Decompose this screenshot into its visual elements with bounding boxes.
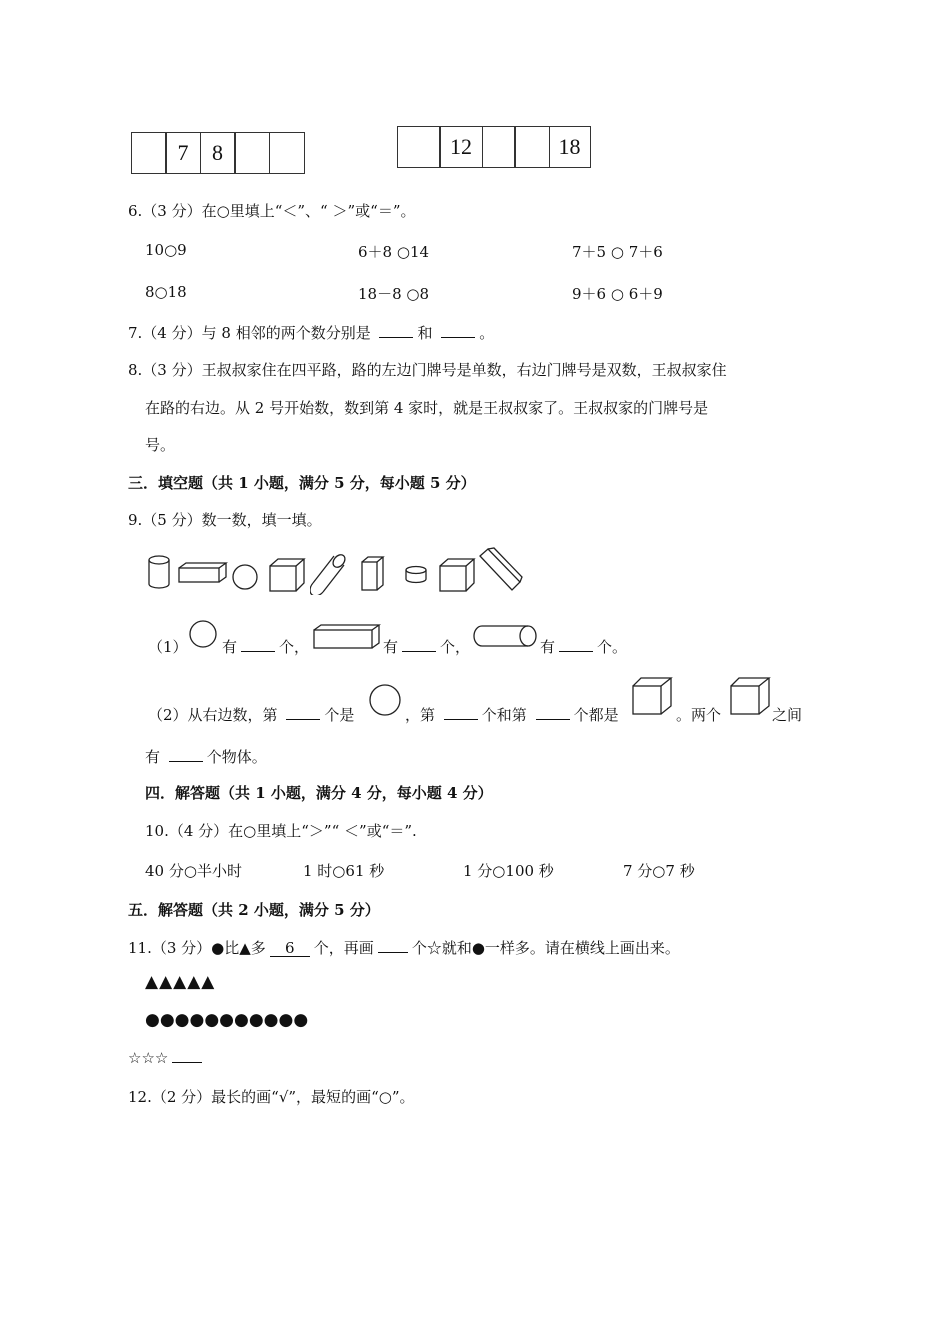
q7-mid: 和 (417, 324, 438, 342)
sphere-icon (188, 619, 218, 649)
text: ，第 (405, 706, 440, 724)
q9-sub2-part (148, 704, 354, 725)
q10-item: 40 分○半小时 (145, 862, 242, 880)
sphere-icon (368, 683, 402, 717)
box-cell (514, 126, 550, 168)
answer-filled: 6 (270, 940, 310, 957)
q6-item: 18－8 ○8 (358, 285, 430, 303)
answer-blank[interactable] (441, 323, 475, 338)
q9-stem: 9.（5 分）数一数，填一填。 (128, 511, 322, 529)
answer-blank[interactable] (444, 705, 478, 720)
q12-stem: 12.（2 分）最长的画“√”，最短的画“○”。 (128, 1088, 415, 1106)
text: 11.（3 分）●比▲多 (128, 939, 266, 957)
text: （2）从右边数，第 (148, 706, 283, 724)
have-text: 有 (383, 638, 399, 656)
q9-sub1-part (222, 636, 309, 657)
q9-sub1-part (540, 636, 627, 657)
sphere-icon (231, 563, 259, 591)
box-cell (482, 126, 516, 168)
q6-item: 9＋6 ○ 6＋9 (572, 285, 663, 303)
q10-item: 7 分○7 秒 (623, 862, 695, 880)
number-boxes-left (132, 132, 305, 174)
cube-icon (631, 676, 673, 716)
q9-sub2-p6: 。两个 (676, 706, 722, 724)
cube-icon (268, 557, 306, 593)
number-boxes-right (398, 126, 591, 168)
q7 (128, 322, 494, 343)
box-cell: 18 (549, 126, 591, 168)
box-cell (269, 132, 305, 174)
q8-line3: 号。 (145, 436, 176, 454)
unit-end-text: 个。 (597, 638, 628, 656)
have-text: 有 (222, 638, 238, 656)
section-heading: 四．解答题（共 1 小题，满分 4 分，每小题 4 分） (145, 784, 493, 802)
q9-sub2-part (405, 704, 619, 725)
answer-blank[interactable] (559, 637, 593, 652)
cuboid-icon (360, 556, 386, 592)
box-cell (234, 132, 270, 174)
box-cell: 7 (165, 132, 201, 174)
text: 个物体。 (206, 748, 267, 766)
q9-sub2-line2 (145, 746, 267, 767)
q10-item: 1 分○100 秒 (463, 862, 554, 880)
q6-item: 6＋8 ○14 (358, 243, 430, 261)
triangles-row: ▲▲▲▲▲ (145, 972, 216, 992)
section-heading: 五．解答题（共 2 小题，满分 5 分） (128, 901, 380, 919)
text: 有 (145, 748, 165, 766)
text: 个是 (324, 706, 355, 724)
q6-item: 7＋5 ○ 7＋6 (572, 243, 663, 261)
circles-row: ●●●●●●●●●●● (145, 1010, 309, 1030)
box-cell (131, 132, 167, 174)
q9-sub1-label: （1） (148, 638, 188, 656)
q9-sub2-p7: 之间 (772, 706, 803, 724)
box-cell: 12 (439, 126, 483, 168)
q9-sub1-part (383, 636, 470, 657)
cylinder-icon (403, 565, 429, 585)
q11-stem (128, 937, 680, 958)
q10-item: 1 时○61 秒 (303, 862, 385, 880)
unit-text: 个， (279, 638, 310, 656)
answer-blank[interactable] (241, 637, 275, 652)
unit-text: 个， (440, 638, 471, 656)
cylinder-icon (472, 624, 538, 648)
cuboid-icon (178, 562, 228, 584)
text: 个和第 (481, 706, 532, 724)
text: 个，再画 (313, 939, 374, 957)
answer-blank[interactable] (378, 938, 408, 953)
cube-icon (729, 676, 771, 716)
text: 个☆就和●一样多。请在横线上画出来。 (411, 939, 680, 957)
q10-stem: 10.（4 分）在○里填上“＞”“ ＜”或“＝”. (145, 822, 417, 840)
stars-row (128, 1048, 206, 1067)
answer-blank[interactable] (286, 705, 320, 720)
answer-blank[interactable] (172, 1048, 202, 1063)
box-cell (397, 126, 441, 168)
q8-line2: 在路的右边。从 2 号开始数，数到第 4 家时，就是王叔叔家了。王叔叔家的门牌号是 (145, 399, 709, 417)
box-cell: 8 (200, 132, 236, 174)
cube-icon (438, 557, 476, 593)
q6-item: 8○18 (145, 283, 187, 301)
cylinder-icon (146, 554, 172, 590)
q7-end: 。 (479, 324, 495, 342)
answer-blank[interactable] (536, 705, 570, 720)
answer-blank[interactable] (169, 747, 203, 762)
q6-stem: 6.（3 分）在○里填上“＜”、“ ＞”或“＝”。 (128, 202, 416, 220)
q7-prefix: 7.（4 分）与 8 相邻的两个数分别是 (128, 324, 376, 342)
answer-blank[interactable] (379, 323, 413, 338)
text: 个都是 (573, 706, 619, 724)
cylinder-icon (310, 553, 348, 595)
q8-line1: 8.（3 分）王叔叔家住在四平路，路的左边门牌号是单数，右边门牌号是双数，王叔叔家住 (128, 361, 727, 379)
q6-item: 10○9 (145, 241, 187, 259)
cuboid-icon (478, 546, 524, 594)
answer-blank[interactable] (402, 637, 436, 652)
stars-text: ☆☆☆ (128, 1049, 169, 1067)
section-heading: 三．填空题（共 1 小题，满分 5 分，每小题 5 分） (128, 474, 476, 492)
cuboid-icon (313, 624, 381, 650)
have-text: 有 (540, 638, 556, 656)
